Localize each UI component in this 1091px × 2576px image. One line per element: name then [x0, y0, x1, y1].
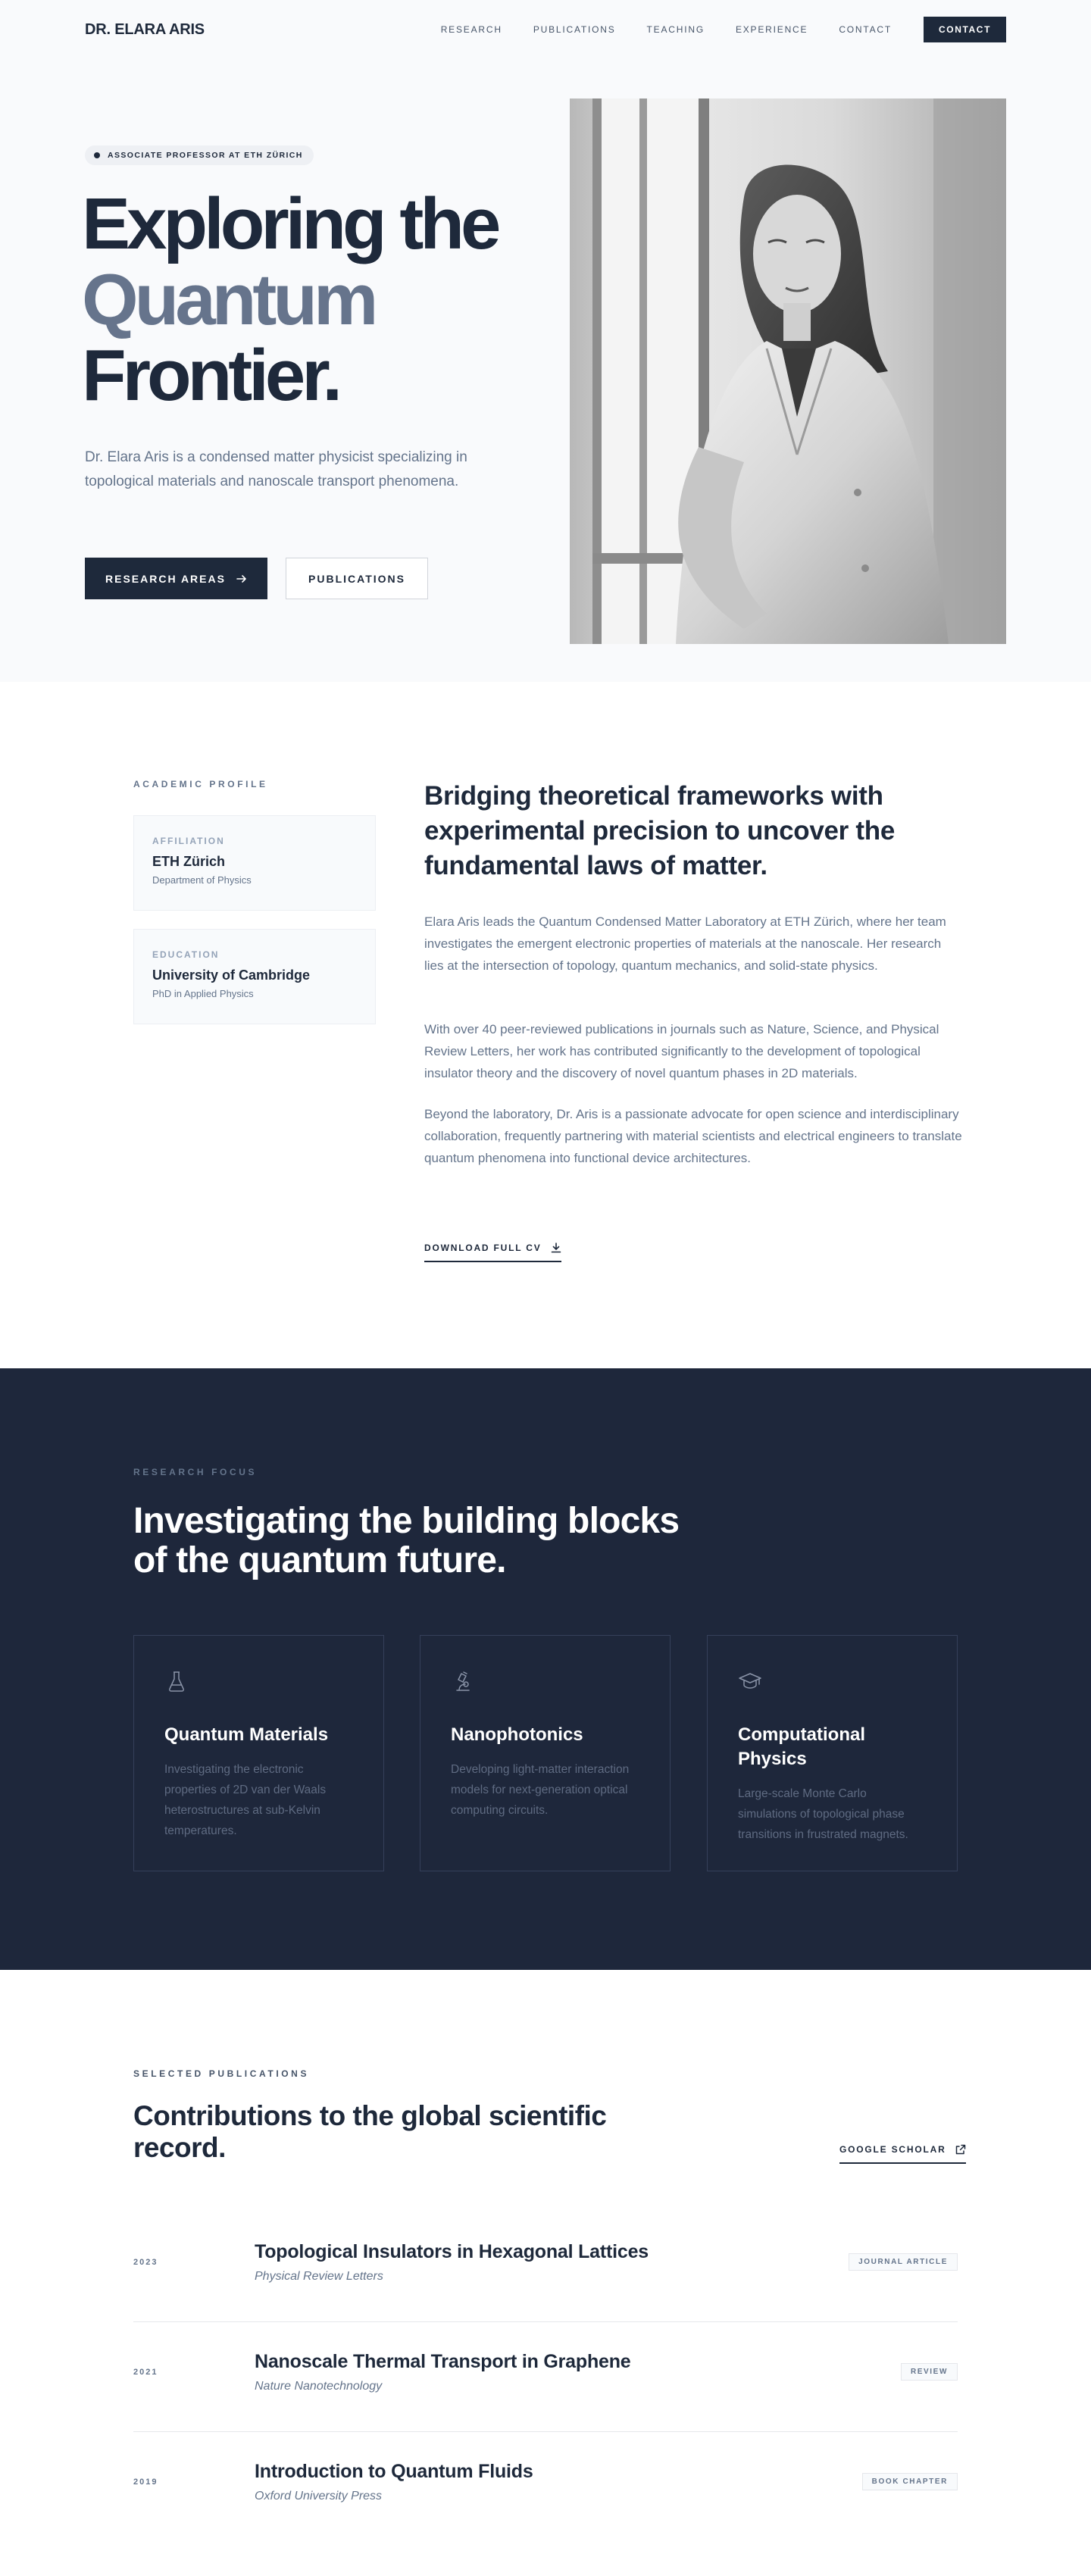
profile-paragraph-3: Beyond the laboratory, Dr. Aris is a passionate advocate for open science and interdisciplinary collaboration, frequently partnering with material scientists and electrical engineers to translate quantum phenomena into functional device architectures.	[424, 1107, 962, 1165]
publication-type-badge: JOURNAL ARTICLE	[849, 2253, 958, 2271]
hero-section	[0, 59, 1091, 682]
research-focus-section	[0, 1368, 1091, 1970]
education-sub: PhD in Applied Physics	[152, 988, 254, 999]
research-heading: Investigating the building blocks of the quantum future.	[133, 1501, 680, 1580]
arrow-right-icon	[236, 574, 247, 584]
external-link-icon	[955, 2144, 966, 2155]
hero-title-line-1: Exploring the	[82, 183, 498, 264]
top-nav	[0, 0, 1091, 59]
affiliation-card	[133, 815, 376, 911]
publication-row[interactable]	[133, 2212, 958, 2322]
publication-type-badge: REVIEW	[901, 2363, 958, 2381]
publications-heading: Contributions to the global scientific record.	[133, 2100, 607, 2163]
affiliation-value: ETH Zürich	[152, 854, 226, 869]
affiliation-sub: Department of Physics	[152, 874, 252, 886]
download-icon	[551, 1243, 561, 1253]
portrait-illustration	[570, 98, 1006, 644]
publication-venue: Nature Nanotechnology	[255, 2380, 383, 2393]
hero-title-line-2: Quantum	[82, 259, 375, 340]
position-badge	[85, 145, 314, 165]
publication-type-badge: BOOK CHAPTER	[862, 2473, 958, 2490]
contact-button[interactable]: CONTACT	[924, 17, 1006, 42]
research-card-computational-physics[interactable]	[707, 1635, 958, 1871]
academic-profile-section	[0, 682, 1091, 1368]
profile-paragraph-2: With over 40 peer-reviewed publications in journals such as Nature, Science, and Physical Review Letters, her work has contributed significantly to the development of topological insulator theory and the discovery of novel quantum phases in 2D materials.	[424, 1022, 939, 1080]
nav-link-teaching[interactable]: TEACHING	[646, 24, 705, 35]
badge-label: ASSOCIATE PROFESSOR AT ETH ZÜRICH	[108, 151, 303, 160]
publication-title[interactable]: Introduction to Quantum Fluids	[255, 2461, 533, 2482]
nav-link-contact[interactable]: CONTACT	[839, 24, 892, 35]
google-scholar-label: GOOGLE SCHOLAR	[839, 2144, 946, 2155]
google-scholar-link[interactable]	[839, 2144, 966, 2164]
education-value: University of Cambridge	[152, 968, 311, 983]
profile-heading: Bridging theoretical frameworks with experimental precision to uncover the fundamental laws of matter.	[424, 781, 896, 880]
research-areas-label: RESEARCH AREAS	[105, 572, 226, 585]
brand-logo[interactable]: DR. ELARA ARIS	[85, 20, 205, 38]
publication-title[interactable]: Nanoscale Thermal Transport in Graphene	[255, 2351, 631, 2372]
research-card-title: Nanophotonics	[451, 1724, 583, 1745]
portrait-photo	[570, 98, 1006, 644]
education-label: EDUCATION	[152, 949, 220, 960]
publication-row[interactable]	[133, 2322, 958, 2432]
research-card-desc: Developing light-matter interaction models for next-generation optical computing circuits.	[451, 1763, 630, 1817]
publications-button[interactable]: PUBLICATIONS	[286, 558, 428, 599]
publication-title[interactable]: Topological Insulators in Hexagonal Lattices	[255, 2241, 649, 2262]
nav-link-experience[interactable]: EXPERIENCE	[735, 24, 808, 35]
publication-year: 2019	[133, 2478, 158, 2487]
affiliation-label: AFFILIATION	[152, 836, 225, 846]
nav-link-publications[interactable]: PUBLICATIONS	[533, 24, 616, 35]
graduation-cap-icon	[738, 1669, 762, 1693]
dot-icon	[94, 152, 100, 158]
publication-year: 2023	[133, 2258, 158, 2267]
education-card	[133, 929, 376, 1024]
publication-venue: Physical Review Letters	[255, 2270, 383, 2283]
publications-eyebrow: SELECTED PUBLICATIONS	[133, 2068, 310, 2079]
hero-description: Dr. Elara Aris is a condensed matter physicist specializing in topological materials and nanoscale transport phenomena.	[85, 449, 467, 489]
research-card-title: Computational Physics	[738, 1724, 865, 1769]
profile-paragraph-1: Elara Aris leads the Quantum Condensed Matter Laboratory at ETH Zürich, where her team investigates the emergent electronic properties of materials at the nanoscale. Her research lies at the intersection of topology, quantum mechanics, and solid-state physics.	[424, 914, 946, 973]
nav-link-research[interactable]: RESEARCH	[440, 24, 502, 35]
microscope-icon	[451, 1669, 475, 1693]
research-areas-button[interactable]	[85, 558, 267, 599]
publication-venue: Oxford University Press	[255, 2490, 383, 2503]
research-card-nanophotonics[interactable]	[420, 1635, 671, 1871]
download-cv-link[interactable]	[424, 1243, 561, 1262]
hero-title	[82, 183, 552, 416]
flask-icon	[164, 1669, 189, 1693]
research-eyebrow: RESEARCH FOCUS	[133, 1467, 258, 1477]
research-card-title: Quantum Materials	[164, 1724, 329, 1745]
hero-title-line-3: Frontier.	[82, 335, 339, 416]
research-card-quantum-materials[interactable]	[133, 1635, 384, 1871]
download-cv-label: DOWNLOAD FULL CV	[424, 1243, 542, 1253]
research-card-desc: Investigating the electronic properties of 2D van der Waals heterostructures at sub-Kelvin temperatures.	[164, 1763, 327, 1837]
profile-eyebrow: ACADEMIC PROFILE	[133, 779, 268, 789]
selected-publications-section	[0, 1970, 1091, 2576]
nav-links	[441, 17, 1006, 42]
publication-year: 2021	[133, 2368, 158, 2377]
research-card-desc: Large-scale Monte Carlo simulations of topological phase transitions in frustrated magnets.	[738, 1787, 908, 1841]
publication-row[interactable]	[133, 2432, 958, 2542]
